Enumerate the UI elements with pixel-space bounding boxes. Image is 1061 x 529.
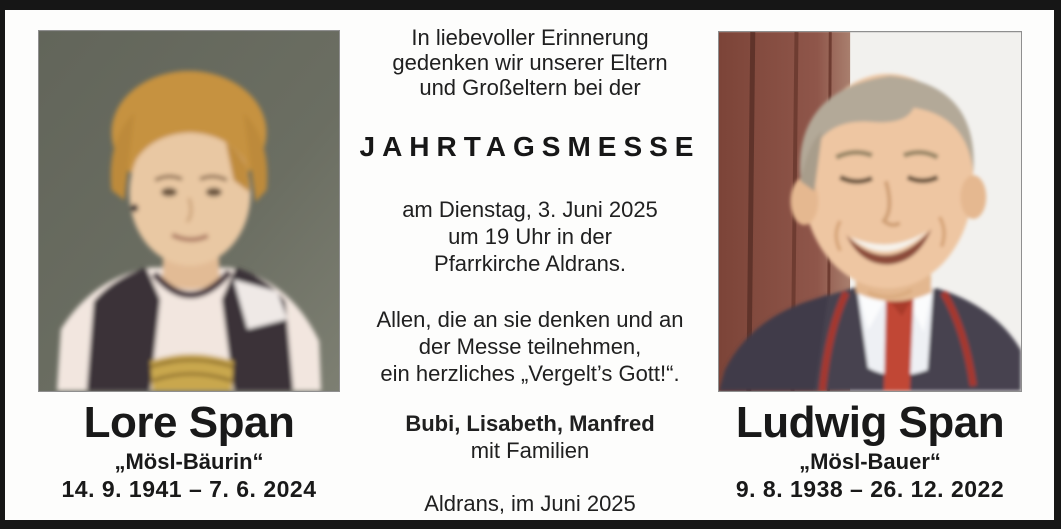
thanks-line-2: der Messe teilnehmen,: [418, 334, 642, 359]
nickname-lore: „Mösl-Bäurin“: [114, 448, 264, 474]
dates-lore: 14. 9. 1941 – 7. 6. 2024: [61, 475, 317, 502]
intro-line-1: In liebevoller Erinnerung: [411, 25, 649, 50]
intro-line-3: und Großeltern bei der: [419, 75, 641, 100]
portrait-man-illustration: [719, 32, 1021, 391]
family-suffix: mit Familien: [470, 438, 590, 463]
closing-line: Aldrans, im Juni 2025: [424, 491, 636, 516]
photo-lore: [38, 30, 340, 392]
thanks-text: [352, 306, 708, 387]
event-location: Pfarrkirche Aldrans.: [434, 251, 626, 276]
photo-ludwig: [718, 31, 1022, 392]
family-names: Bubi, Lisabeth, Manfred: [405, 411, 655, 436]
thanks-line-3: ein herzliches „Vergelt’s Gott!“.: [380, 361, 680, 386]
event-date: am Dienstag, 3. Juni 2025: [402, 197, 658, 222]
event-title: JAHRTAGSMESSE: [359, 131, 701, 162]
announcement-text: [352, 25, 708, 517]
dates-ludwig: 9. 8. 1938 – 26. 12. 2022: [735, 475, 1005, 502]
portrait-woman-illustration: [39, 31, 339, 391]
intro-line-2: gedenken wir unserer Eltern: [392, 50, 668, 75]
event-time: um 19 Uhr in der: [448, 224, 612, 249]
nickname-ludwig: „Mösl-Bauer“: [799, 448, 941, 474]
name-ludwig: Ludwig Span: [735, 398, 1005, 447]
name-lore: Lore Span: [83, 398, 295, 447]
caption-ludwig: [700, 398, 1040, 503]
event-details: [352, 196, 708, 277]
caption-lore: [24, 398, 354, 503]
thanks-line-1: Allen, die an sie denken und an: [376, 307, 684, 332]
family-signature: [352, 410, 708, 464]
